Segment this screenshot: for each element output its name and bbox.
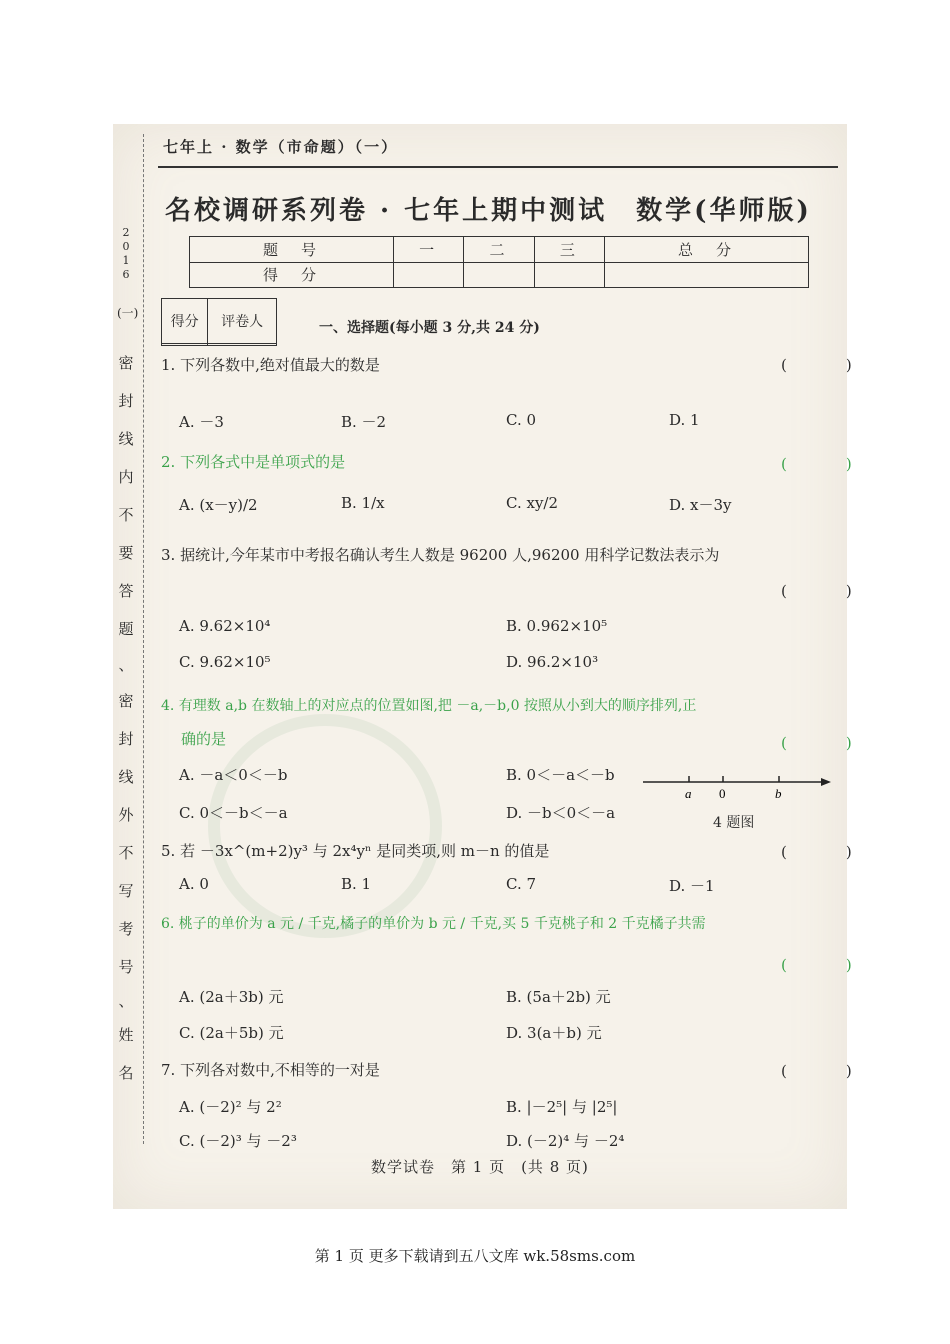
option: B. 0＜－a＜－b — [506, 766, 615, 784]
option: C. 0＜－b＜－a — [179, 804, 288, 822]
side-char: 密 — [118, 692, 134, 710]
side-char: 题 — [118, 620, 134, 638]
axis-label-a: a — [685, 786, 692, 801]
answer-paren: ( ) — [781, 455, 874, 473]
question-stem-continued: 确的是 — [181, 730, 227, 748]
side-char: 名 — [118, 1064, 134, 1082]
option: C. (2a＋5b) 元 — [179, 1024, 284, 1042]
option: B. 1/x — [341, 494, 385, 512]
side-year — [115, 226, 137, 282]
axis-label-0: 0 — [719, 786, 726, 801]
option: D. －1 — [669, 877, 715, 895]
exam-sheet — [113, 124, 874, 1209]
option: A. 0 — [179, 875, 209, 893]
score-table-cell — [605, 262, 809, 288]
side-char: 外 — [118, 806, 134, 824]
option: D. 96.2×10³ — [506, 653, 599, 671]
option: B. (5a＋2b) 元 — [506, 988, 611, 1006]
answer-paren: ( ) — [781, 356, 874, 374]
answer-paren: ( ) — [781, 1062, 874, 1080]
grader-cell — [208, 343, 277, 345]
side-char: 内 — [118, 468, 134, 486]
header-rule — [158, 166, 838, 168]
question-stem: 7. 下列各对数中,不相等的一对是 — [161, 1061, 380, 1079]
axis-label-b: b — [775, 786, 782, 801]
side-char: 、 — [118, 656, 134, 674]
side-char: 答 — [118, 582, 134, 600]
score-table-cell — [464, 262, 534, 288]
seal-line — [143, 134, 144, 1144]
grader-name-label: 评卷人 — [208, 299, 277, 344]
side-char: 要 — [118, 544, 134, 562]
question-stem: 1. 下列各数中,绝对值最大的数是 — [161, 356, 380, 374]
option: C. xy/2 — [506, 494, 559, 512]
option: C. 7 — [506, 875, 537, 893]
grader-table — [161, 298, 277, 346]
score-table-cell — [534, 262, 604, 288]
question-stem: 5. 若 －3x^(m+2)y³ 与 2x⁴yⁿ 是同类项,则 m－n 的值是 — [161, 842, 550, 860]
option: C. (－2)³ 与 －2³ — [179, 1132, 297, 1150]
side-char: 不 — [118, 506, 134, 524]
answer-paren: ( ) — [781, 843, 874, 861]
side-char: 线 — [118, 430, 134, 448]
option: B. 1 — [341, 875, 372, 893]
option: A. (－2)² 与 2² — [179, 1098, 282, 1116]
side-char: 封 — [118, 392, 134, 410]
question-stem: 2. 下列各式中是单项式的是 — [161, 453, 346, 471]
sheet-page-footer: 数学试卷 第 1 页 (共 8 页) — [371, 1158, 589, 1176]
side-char: 不 — [118, 844, 134, 862]
option: A. －a＜0＜－b — [179, 766, 288, 784]
option: D. －b＜0＜－a — [506, 804, 616, 822]
option: A. (x－y)/2 — [179, 496, 258, 514]
option: B. 0.962×10⁵ — [506, 617, 608, 635]
faint-stamp-watermark — [208, 714, 442, 938]
side-char: 姓 — [118, 1026, 134, 1044]
option: B. |－2⁵| 与 |2⁵| — [506, 1098, 618, 1116]
score-table-cell: 得 分 — [190, 262, 394, 288]
figure-caption: 4 题图 — [713, 815, 755, 831]
option: D. 1 — [669, 411, 700, 429]
answer-paren: ( ) — [781, 734, 874, 752]
side-year-digit: 2 — [122, 226, 130, 239]
section-heading: 一、选择题(每小题 3 分,共 24 分) — [319, 320, 540, 336]
score-table-cell: 三 — [534, 237, 604, 263]
side-char: 号 — [118, 958, 134, 976]
option: D. x－3y — [669, 496, 732, 514]
question-stem: 4. 有理数 a,b 在数轴上的对应点的位置如图,把 －a,－b,0 按照从小到大的顺序排列,正 — [161, 698, 697, 714]
side-char: 线 — [118, 768, 134, 786]
side-year-digit: 6 — [122, 268, 130, 281]
paper-title: 名校调研系列卷 · 七年上期中测试 数学(华师版) — [165, 196, 812, 226]
option: A. (2a＋3b) 元 — [179, 988, 284, 1006]
option: D. 3(a＋b) 元 — [506, 1024, 602, 1042]
option: A. 9.62×10⁴ — [179, 617, 271, 635]
side-year-digit: 0 — [122, 240, 130, 253]
option: A. －3 — [179, 413, 224, 431]
option: C. 9.62×10⁵ — [179, 653, 271, 671]
question-stem: 3. 据统计,今年某市中考报名确认考生人数是 96200 人,96200 用科学记数法表示为 — [161, 546, 720, 564]
grader-cell — [162, 343, 208, 345]
score-table-cell: 二 — [464, 237, 534, 263]
side-char: 密 — [118, 354, 134, 372]
score-table — [189, 236, 809, 288]
option: B. －2 — [341, 413, 387, 431]
question-stem: 6. 桃子的单价为 a 元 / 千克,橘子的单价为 b 元 / 千克,买 5 千克桃子和 2 千克橘子共需 — [161, 916, 706, 932]
option: C. 0 — [506, 411, 537, 429]
side-char: (一) — [117, 306, 139, 320]
side-char: 封 — [118, 730, 134, 748]
score-table-cell: 题 号 — [190, 237, 394, 263]
side-char: 写 — [118, 882, 134, 900]
grader-score-label: 得分 — [162, 299, 208, 344]
page-footer: 第 1 页 更多下载请到五八文库 wk.58sms.com — [314, 1247, 636, 1265]
number-line-arrow — [821, 778, 831, 786]
paper-header: 七年上 · 数学（市命题）（一） — [163, 138, 399, 156]
side-year-digit: 1 — [122, 254, 130, 267]
option: D. (－2)⁴ 与 －2⁴ — [506, 1132, 625, 1150]
score-table-cell: 一 — [393, 237, 463, 263]
number-line-figure — [641, 774, 841, 804]
side-char: 考 — [118, 920, 134, 938]
score-table-cell: 总 分 — [605, 237, 809, 263]
side-char: 、 — [118, 992, 134, 1010]
answer-paren: ( ) — [781, 956, 874, 974]
score-table-cell — [393, 262, 463, 288]
answer-paren: ( ) — [781, 582, 874, 600]
